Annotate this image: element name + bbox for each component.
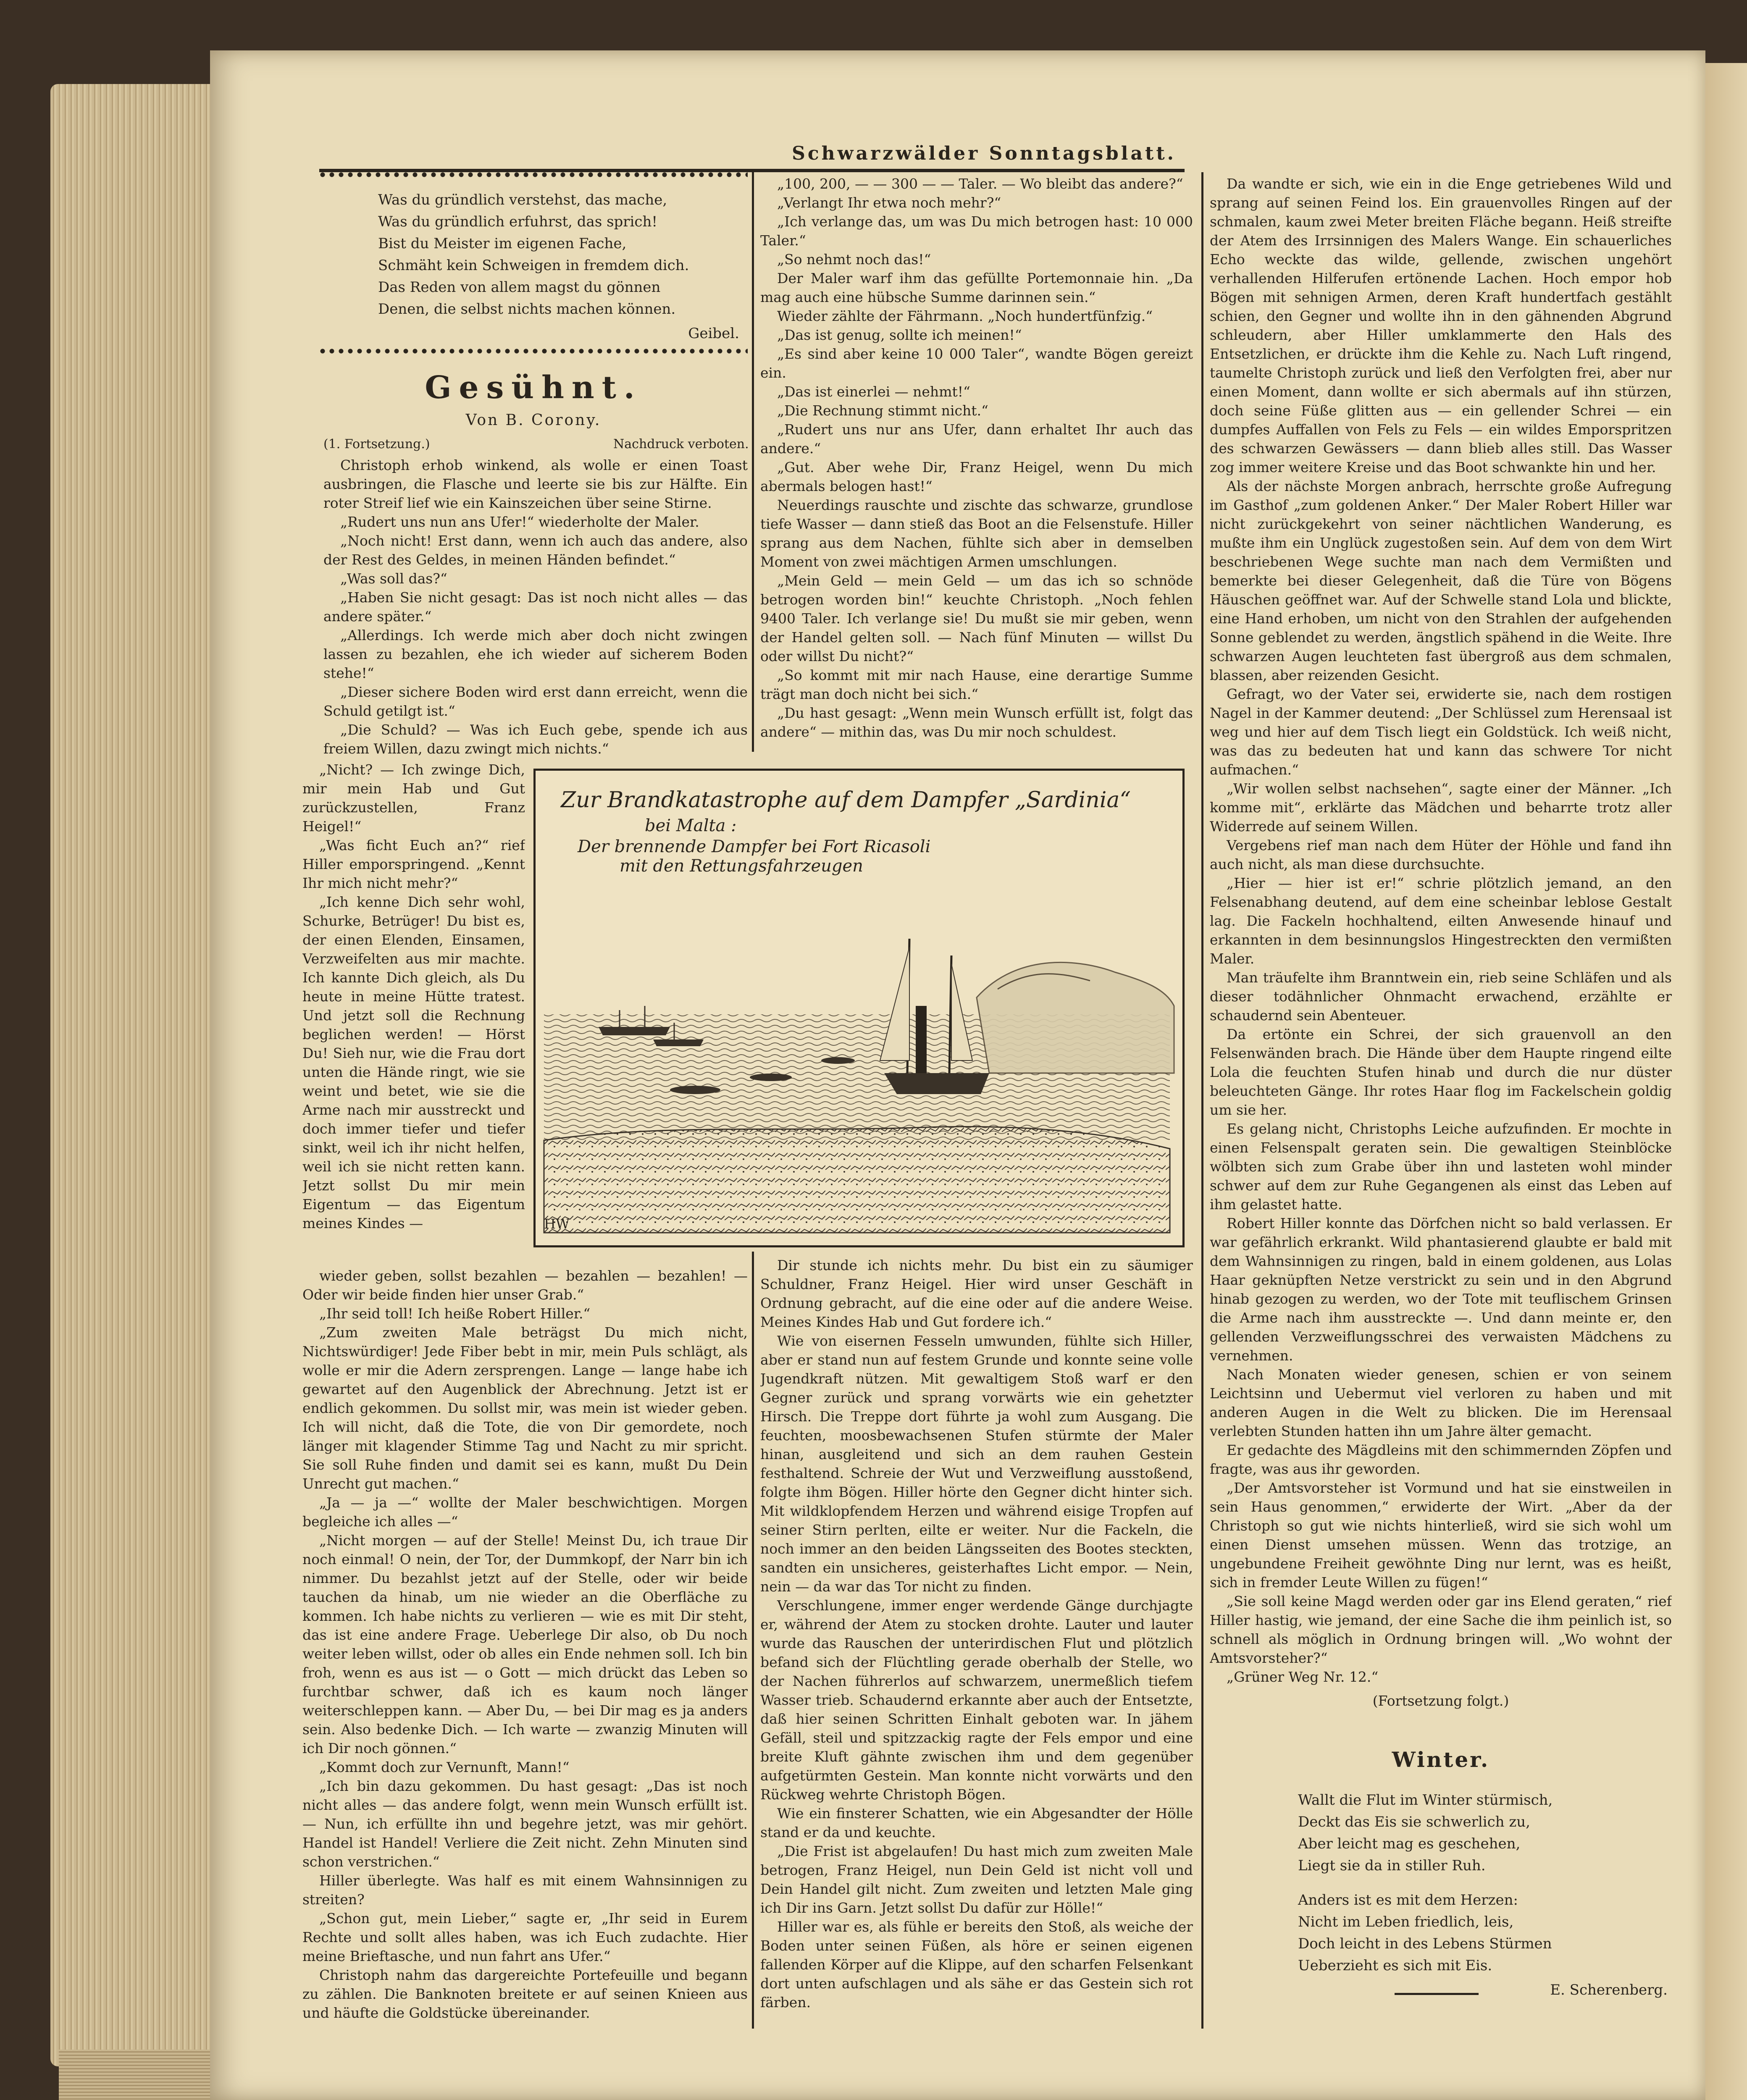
- paragraph: „Das ist genug, sollte ich meinen!“: [777, 327, 1022, 343]
- poem-line: Deckt das Eis sie schwerlich zu,: [1298, 1814, 1530, 1830]
- paragraph: Hiller war es, als fühle er bereits den Stoß, als weiche der Boden unter seinen Füßen, als höre er seinen eigenen fallenden Körper auf die Klippe, auf den scharfen Felsenkant dort unten aufschlagen und als sähe er das Gestein sich rot färben.: [760, 1919, 1193, 2011]
- paragraph: „Die Rechnung stimmt nicht.“: [777, 402, 988, 419]
- poem-winter: [1298, 1789, 1668, 2001]
- paragraph: „Die Frist ist abgelaufen! Du hast mich zum zweiten Male betrogen, Franz Heigel, nun Dein Geld ist nicht voll und Dein Handel gilt nicht. Zum zweiten und letzten Male ging ich Dir ins Garn. Jetzt sollst Du dafür zur Hölle!“: [760, 1843, 1193, 1916]
- paragraph: „Es sind aber keine 10 000 Taler“, wandte Bögen gereizt ein.: [760, 346, 1193, 381]
- poem-top-border: [319, 171, 748, 178]
- column-rule-1: [752, 172, 754, 752]
- paragraph: Da wandte er sich, wie ein in die Enge getriebenes Wild und sprang auf seinen Feind los. Ein grauenvolles Ringen auf der schmalen, kaum zwei Meter breiten Fläche begann. Heiß streifte der Atem des Irrsinnigen des Malers Wange. Ein schauerliches Echo weckte das wilde, gellende, zwischen ungehört verhallenden Hilferufen ertönende Lachen. Hoch empor hob Bögen mit sehnigen Armen, deren Kraft hundertfach gestählt schien, den Gegner und wollte ihn in den gähnenden Abgrund schleudern, aber Hiller umklammerte den Hals des Entsetzlichen, er drückte ihm die Kehle zu. Nach Luft ringend, taumelte Christoph zurück und ließ den Verfolgten frei, aber nur einen Moment, dann wollte er sich abermals auf ihn stürzen, doch seine Füße glitten aus — ein gellender Schrei — ein dumpfes Auffallen von Fels zu Fels — ein wildes Emporspritzen des schwarzen Gewässers — dann blieb alles still. Das Wasser zog immer weitere Kreise und das Boot schwankte hin und her.: [1210, 176, 1672, 475]
- paragraph: „Zum zweiten Male beträgst Du mich nicht, Nichtswürdiger! Jede Fiber bebt in mir, mein Puls schlägt, als wolle er mir die Adern zersprengen. Lange — lange habe ich gewartet auf den Augenblick der Abrechnung. Jetzt ist er endlich gekommen. Du sollst mir, was mein ist wieder geben. Ich will nicht, daß die Tote, die von Dir gemordete, noch länger mit klagender Stimme Tag und Nacht zu mir spricht. Sie soll Ruhe finden und damit sei es kann, mußt Du Dein Unrecht gut machen.“: [302, 1324, 748, 1492]
- paragraph: „Grüner Weg Nr. 12.“: [1227, 1669, 1379, 1685]
- story-col1-narrow: [302, 760, 525, 1266]
- paragraph: Vergebens rief man nach dem Hüter der Höhle und fand ihn auch nicht, als man diese durchsuchte.: [1210, 837, 1672, 872]
- paragraph: „Die Schuld? — Was ich Euch gebe, spende ich aus freiem Willen, dazu zwingt mich nichts.“: [323, 722, 748, 757]
- story-top-border: [319, 348, 748, 354]
- paragraph: „Ich verlange das, um was Du mich betrogen hast: 10 000 Taler.“: [760, 213, 1193, 249]
- column-rule-2: [1201, 172, 1203, 2029]
- paragraph: Der Maler warf ihm das gefüllte Portemonnaie hin. „Da mag auch eine hübsche Summe darinnen sein.“: [760, 270, 1193, 305]
- paragraph: „Schon gut, mein Lieber,“ sagte er, „Ihr seid in Eurem Rechte und sollt alles haben, was ich Euch zudachte. Hier meine Brieftasche, und nun fahrt ans Ufer.“: [302, 1910, 748, 1964]
- paragraph: „Sie soll keine Magd werden oder gar ins Elend geraten,“ rief Hiller hastig, wie jemand, der eine Sache die ihm peinlich ist, so schnell als möglich in Ordnung bringen will. „Wo wohnt der Amtsvorsteher?“: [1210, 1593, 1672, 1666]
- paragraph: Man träufelte ihm Branntwein ein, rieb seine Schläfen und als dieser todähnlicher Ohnmacht erwachend, erzählte er schaudernd sein Abenteuer.: [1210, 969, 1672, 1024]
- paragraph: „Ich bin dazu gekommen. Du hast gesagt: „Das ist noch nicht alles — das andere folgt, wenn mein Wunsch erfüllt ist. — Nun, ich erfüllte ihn und begehre jetzt, was mir gehört. Handel ist Handel! Verliere die Zeit nicht. Zehn Minuten sind schon verstrichen.“: [302, 1778, 748, 1870]
- story-title: Gesühnt.: [425, 370, 642, 406]
- paragraph: Neuerdings rauschte und zischte das schwarze, grundlose tiefe Wasser — dann stieß das Boot an die Felsenstufe. Hiller sprang aus dem Nachen, fühlte sich aber in demselben Moment von zwei mächtigen Armen umschlungen.: [760, 497, 1193, 570]
- paragraph: „Das ist einerlei — nehmt!“: [777, 383, 970, 400]
- poem-line: Denen, die selbst nichts machen können.: [378, 301, 676, 318]
- paragraph: Als der nächste Morgen anbrach, herrschte große Aufregung im Gasthof „zum goldenen Anker.“ Der Maler Robert Hiller war nicht zurückgekehrt von seiner nächtlichen Wanderung, es mußte ihm ein Unglück zugestoßen sein. Auf dem von dem Wirt beschriebenen Wege suchte man nach dem Vermißten und bemerkte bei dieser Gelegenheit, daß die Türe von Bögens Häuschen geöffnet war. Auf der Schwelle stand Lola und blickte, eine Hand erhoben, um nicht von den Strahlen der aufgehenden Sonne geblendet zu werden, ängstlich spähend in die Weite. Ihre schwarzen Augen leuchteten fast übergroß aus dem schmalen, blassen, aber reizenden Gesicht.: [1210, 478, 1672, 683]
- poem-line: Was du gründlich erfuhrst, das sprich!: [378, 213, 658, 230]
- paragraph: „Allerdings. Ich werde mich aber doch nicht zwingen lassen zu bezahlen, ehe ich wieder auf sicherem Boden stehe!“: [323, 627, 748, 681]
- poem-line: Was du gründlich verstehst, das mache,: [378, 192, 667, 208]
- paragraph: „Dieser sichere Boden wird erst dann erreicht, wenn die Schuld getilgt ist.“: [323, 684, 748, 719]
- poem-line: Das Reden von allem magst du gönnen: [378, 279, 661, 296]
- paragraph: Robert Hiller konnte das Dörfchen nicht so bald verlassen. Er war gefährlich erkrankt. Wild phantasierend glaubte er bald mit dem Wahnsinnigen zu ringen, bald in einem goldenen, aus Lolas Haar geknüpften Netze verstrickt zu sein und in den Abgrund hinab gezogen zu werden, wo der Tote mit teuflischem Grinsen die Arme nach ihm ausstreckte —. Und dann meinte er, den gellenden Verzweiflungsschrei des verwaisten Mädchens zu vernehmen.: [1210, 1215, 1672, 1364]
- poem-line: Anders ist es mit dem Herzen:: [1298, 1892, 1518, 1908]
- paragraph: „Mein Geld — mein Geld — um das ich so schnöde betrogen worden bin!“ keuchte Christoph. „Noch fehlen 9400 Taler. Ich verlange sie! Du mußt sie mir geben, wenn der Handel gelten soll. — Nach fünf Minuten — willst Du oder willst Du nicht?“: [760, 572, 1193, 664]
- paragraph: „Was soll das?“: [340, 570, 447, 587]
- paragraph: „Der Amtsvorsteher ist Vormund und hat sie einstweilen in sein Haus genommen,“ erwiderte der Wirt. „Aber da der Christoph so gut wie nichts hinterließ, wird sie sich wohl um einen Dienst umsehen müssen. Wenn das trotzige, an ungebundene Freiheit gewöhnte Ding nur lernt, was es heißt, sich in fremder Leute Willen zu fügen!“: [1210, 1480, 1672, 1591]
- poem-line: Liegt sie da in stiller Ruh.: [1298, 1857, 1486, 1874]
- paragraph: Christoph nahm das dargereichte Portefeuille und begann zu zählen. Die Banknoten breitete er auf seinen Knieen aus und häufte die Goldstücke übereinander.: [302, 1967, 748, 2021]
- paragraph: „Was ficht Euch an?“ rief Hiller emporspringend. „Kennt Ihr mich nicht mehr?“: [302, 837, 525, 891]
- reprint-notice: Nachdruck verboten.: [613, 437, 749, 452]
- paragraph: „Kommt doch zur Vernunft, Mann!“: [319, 1759, 570, 1775]
- paragraph: „Du hast gesagt: „Wenn mein Wunsch erfüllt ist, folgt das andere“ — mithin das, was Du mir noch schuldest.: [760, 705, 1193, 740]
- paragraph: wieder geben, sollst bezahlen — bezahlen — bezahlen! — Oder wir beide finden hier unser Grab.“: [302, 1268, 748, 1303]
- paragraph: Wie ein finsterer Schatten, wie ein Abgesandter der Hölle stand er da und keuchte.: [760, 1805, 1193, 1840]
- winter-title: Winter.: [1392, 1747, 1490, 1772]
- paragraph: „Hier — hier ist er!“ schrie plötzlich jemand, an den Felsenabhang deutend, auf dem eine scheinbar leblose Gestalt lag. Die Fackeln hochhaltend, eilten Anwesende hinauf und erkannten in dem besinnungslos Hingestreckten den vermißten Maler.: [1210, 875, 1672, 967]
- paragraph: Wie von eisernen Fesseln umwunden, fühlte sich Hiller, aber er stand nun auf festem Grunde und konnte seine volle Jugendkraft nützen. Mit gewaltigem Stoß warf er den Gegner zurück und sprang vorwärts wie ein gehetzter Hirsch. Die Treppe dort führte ja wohl zum Ausgang. Die feuchten, moosbewachsenen Stufen stürmte der Maler hinan, ausgleitend und sich an dem rauhen Gestein festhaltend. Schreie der Wut und Verzweiflung ausstoßend, folgte ihm Bögen. Hiller hörte den Gegner dicht hinter sich. Mit wildklopfendem Herzen und während eisige Tropfen auf seiner Stirn perlten, eilte er weiter. Nur die Fackeln, die noch immer an den beiden Längsseiten des Bootes steckten, sandten ein unsicheres, geisterhaftes Licht empor. — Nein, nein — da war das Tor nicht zu finden.: [760, 1333, 1193, 1595]
- paragraph: Da ertönte ein Schrei, der sich grauenvoll an den Felsenwänden brach. Die Hände über dem Haupte ringend eilte Lola die feuchten Stufen hinab und durch die nur düster beleuchteten Gänge. Ihr rotes Haar flog im Fackelschein goldig um sie her.: [1210, 1026, 1672, 1118]
- end-rule: [1395, 1993, 1479, 1995]
- paragraph: „So kommt mit mir nach Hause, eine derartige Summe trägt man doch nicht bei sich.“: [760, 667, 1193, 702]
- poem-line: Bist du Meister im eigenen Fache,: [378, 235, 627, 252]
- poem-author: Geibel.: [688, 325, 739, 342]
- steamer-drawing: [536, 771, 1178, 1241]
- paragraph: „Ihr seid toll! Ich heiße Robert Hiller.“: [319, 1305, 591, 1322]
- poem-geibel: [378, 189, 739, 344]
- paragraph: „Verlangt Ihr etwa noch mehr?“: [777, 194, 1001, 211]
- paragraph: Gefragt, wo der Vater sei, erwiderte sie, nach dem rostigen Nagel in der Kammer deutend: „Der Schlüssel zum Herensaal ist weg und hier auf dem Tisch liegt ein Goldstück. Ich weiß nicht, was das zu bedeuten hat und kann das schwere Tor nicht aufmachen.“: [1210, 686, 1672, 778]
- paragraph: Christoph erhob winkend, als wolle er einen Toast ausbringen, die Flasche und leerte sie bis zur Hälfte. Ein roter Streif lief wie ein Kainszeichen über seine Stirne.: [323, 457, 748, 511]
- paragraph: „Nicht? — Ich zwinge Dich, mir mein Hab und Gut zurückzustellen, Franz Heigel!“: [302, 761, 525, 835]
- paragraph: Verschlungene, immer enger werdende Gänge durchjagte er, während der Atem zu stocken drohte. Lauter und lauter wurde das Rauschen der unterirdischen Flut und plötzlich befand sich der Flüchtling gerade oberhalb der Stelle, wo der Nachen führerlos auf schwarzem, unermeßlich tiefem Wasser trieb. Schaudernd erkannte aber auch der Entsetzte, daß hier seinen Schritten Einhalt geboten war. In jähem Gefäll, steil und spitzzackig ragte der Fels empor und eine breite Kluft gähnte zwischen ihm und dem gegenüber aufgetürmten Gestein. Man konnte nicht vorwärts und den Rückweg wehrte Christoph Bögen.: [760, 1597, 1193, 1803]
- paragraph: „Ja — ja —“ wollte der Maler beschwichtigen. Morgen begleiche ich alles —“: [302, 1494, 748, 1530]
- story-col2-top: [760, 174, 1193, 752]
- paragraph: „Wir wollen selbst nachsehen“, sagte einer der Männer. „Ich komme mit“, erklärte das Mädchen und beharrte trotz aller Widerrede auf seinem Willen.: [1210, 780, 1672, 835]
- story-part: (1. Fortsetzung.): [323, 437, 430, 452]
- book-page-edges: [50, 84, 210, 2066]
- poem-line: Nicht im Leben friedlich, leis,: [1298, 1914, 1514, 1930]
- story-col1-top: [323, 456, 748, 764]
- poem-author: E. Scherenberg.: [1550, 1982, 1668, 1998]
- story-col1-bottom: [302, 1266, 748, 2022]
- paragraph: „Ich kenne Dich sehr wohl, Schurke, Betrüger! Du bist es, der einen Elenden, Einsamen, Verzweifelten aus mir machte. Ich kannte Dich gleich, als Du heute in meine Hütte tratest. Und jetzt soll die Rechnung beglichen werden! — Hörst Du! Sieh nur, wie die Frau dort unten die Hände ringt, wie sie weint und betet, wie sie die Arme nach mir ausstreckt und doch immer tiefer und tiefer sinkt, weil ich ihr nicht helfen, weil ich sie nicht retten kann. Jetzt sollst Du mir mein Eigentum — das Eigentum meines Kindes —: [302, 894, 525, 1231]
- figure-monogram: HW: [544, 1216, 570, 1232]
- figure-caption-title: Zur Brandkatastrophe auf dem Dampfer „Sardinia“: [561, 788, 1131, 813]
- figure-caption-place: bei Malta :: [645, 816, 737, 835]
- column-rule-1b: [752, 1252, 754, 2029]
- paragraph: Nach Monaten wieder genesen, schien er von seinem Leichtsinn und Uebermut viel verloren zu haben und mit anderen Augen in die Welt zu blicken. Die im Herensaal verlebten Stunden hatten ihn um Jahre älter gemacht.: [1210, 1366, 1672, 1439]
- paragraph: Wieder zählte der Fährmann. „Noch hundertfünfzig.“: [777, 308, 1153, 324]
- paragraph: „Haben Sie nicht gesagt: Das ist noch nicht alles — das andere später.“: [323, 589, 748, 625]
- masthead: Schwarzwälder Sonntagsblatt.: [792, 143, 1176, 164]
- stanza-gap: [1298, 1877, 1668, 1889]
- paragraph: „Rudert uns nur ans Ufer, dann erhaltet Ihr auch das andere.“: [760, 421, 1193, 457]
- paragraph: „So nehmt noch das!“: [777, 251, 931, 268]
- story-col2-bottom: [760, 1256, 1193, 2020]
- steamer-illustration: [533, 769, 1185, 1247]
- poem-line: Wallt die Flut im Winter stürmisch,: [1298, 1792, 1553, 1809]
- figure-caption-desc: Der brennende Dampfer bei Fort Ricasoli: [578, 837, 931, 856]
- story-byline: Von B. Corony.: [465, 412, 602, 429]
- paragraph: „Noch nicht! Erst dann, wenn ich auch das andere, also der Rest des Geldes, in meinen Händen befindet.“: [323, 533, 748, 568]
- paragraph: Dir stunde ich nichts mehr. Du bist ein zu säumiger Schuldner, Franz Heigel. Hier wird unser Geschäft in Ordnung gebracht, auf die eine oder auf die andere Weise. Meines Kindes Hab und Gut fordere ich.“: [760, 1257, 1193, 1330]
- poem-line: Schmäht kein Schweigen in fremdem dich.: [378, 257, 689, 274]
- paragraph: Er gedachte des Mägdleins mit den schimmernden Zöpfen und fragte, was aus ihr geworden.: [1210, 1442, 1672, 1477]
- continued-notice: (Fortsetzung folgt.): [1372, 1693, 1509, 1709]
- paragraph: Hiller überlegte. Was half es mit einem Wahnsinnigen zu streiten?: [302, 1872, 748, 1908]
- paragraph: „Nicht morgen — auf der Stelle! Meinst Du, ich traue Dir noch einmal! O nein, der Tor, der Dummkopf, der Narr bin ich nimmer. Du bezahlst jetzt auf der Stelle, oder wir beide tauchen da hinab, um nie wieder an die Oberfläche zu kommen. Ich habe nichts zu verlieren — wie es mit Dir steht, das ist eine andere Frage. Ueberlege Dir also, ob Du noch weiter leben willst, oder ob alles ein Ende nehmen soll. Ich bin froh, wenn es aus ist — o Gott — mich drückt das Leben so furchtbar schwer, daß ich es kaum noch länger weiterschleppen kann. — Aber Du, — bei Dir mag es ja anders sein. Also bedenke Dich. — Ich warte — zwanzig Minuten will ich Dir noch gönnen.“: [302, 1532, 748, 1756]
- figure-caption-desc2: mit den Rettungsfahrzeugen: [620, 856, 863, 876]
- poem-line: Doch leicht in des Lebens Stürmen: [1298, 1935, 1552, 1952]
- paragraph: Es gelang nicht, Christophs Leiche aufzufinden. Er mochte in einen Felsenspalt geraten sein. Die gewaltigen Steinblöcke wölbten sich zum Grabe über ihn und lasteten wohl minder schwer auf dem zur Ruhe Gegangenen als einst das Leben auf ihm gelastet hatte.: [1210, 1121, 1672, 1213]
- paragraph: „Rudert uns nun ans Ufer!“ wiederholte der Maler.: [340, 514, 699, 530]
- poem-line: Ueberzieht es sich mit Eis.: [1298, 1957, 1492, 1974]
- paragraph: „100, 200, — — 300 — — Taler. — Wo bleibt das andere?“: [777, 176, 1183, 192]
- poem-line: Aber leicht mag es geschehen,: [1298, 1835, 1521, 1852]
- story-col3: [1210, 174, 1672, 1703]
- paragraph: „Gut. Aber wehe Dir, Franz Heigel, wenn Du mich abermals belogen hast!“: [760, 459, 1193, 494]
